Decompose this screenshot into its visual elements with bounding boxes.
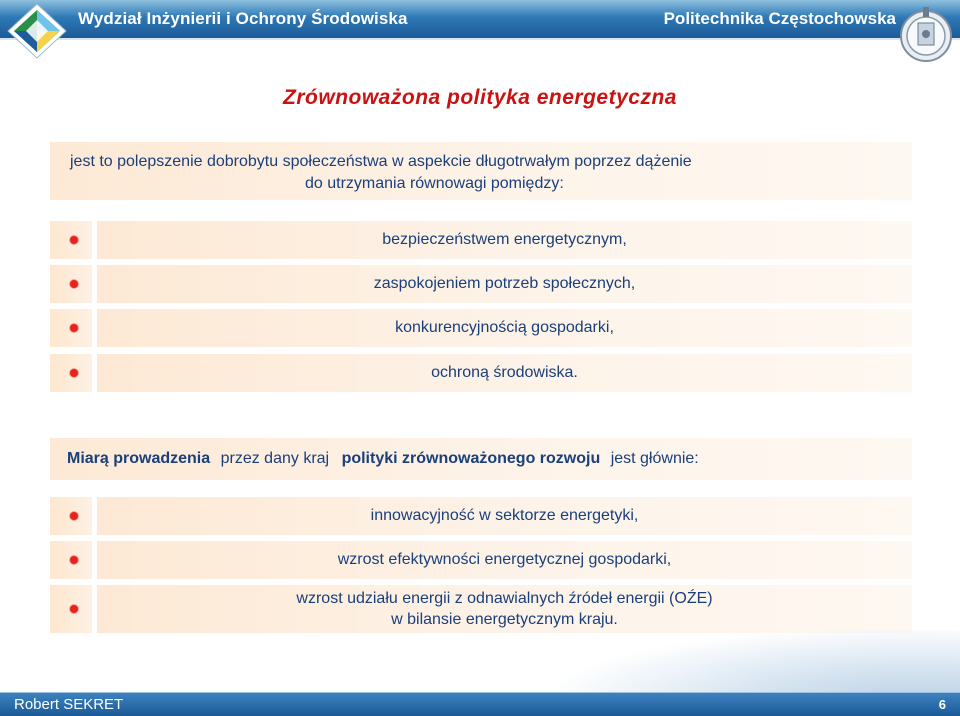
- bullet-icon: [70, 280, 78, 288]
- bullet-icon: [70, 236, 78, 244]
- measure-part-1: Miarą prowadzenia: [67, 450, 211, 467]
- list1-bullet-cell: [50, 221, 92, 259]
- bullet-icon: [70, 605, 78, 613]
- page-number: 6: [938, 697, 946, 712]
- university-name: Politechnika Częstochowska: [663, 9, 896, 28]
- list1-item: zaspokojeniem potrzeb społecznych,: [97, 265, 912, 303]
- list1-bullet-cell: [50, 309, 92, 347]
- bullet-icon: [70, 512, 78, 520]
- faculty-name: Wydział Inżynierii i Ochrony Środowiska: [78, 9, 408, 28]
- list2-item-line-2: w bilansie energetycznym kraju.: [391, 611, 618, 628]
- list2-item-line-1: wzrost udziału energii z odnawialnych źródeł energii (OŹE): [296, 590, 713, 607]
- list1-item: bezpieczeństwem energetycznym,: [97, 221, 912, 259]
- measure-part-3: polityki zrównoważonego rozwoju: [341, 450, 601, 467]
- university-crest-logo-icon: [898, 3, 954, 65]
- faculty-diamond-logo-icon: [6, 2, 68, 60]
- list1-item: konkurencyjnością gospodarki,: [97, 309, 912, 347]
- bullet-icon: [70, 324, 78, 332]
- list2-bullet-cell: [50, 585, 92, 633]
- measure-panel: [50, 438, 912, 480]
- intro-line-2: do utrzymania równowagi pomiędzy:: [305, 175, 564, 192]
- list1-item: ochroną środowiska.: [97, 354, 912, 392]
- footer-globe-decoration: [560, 630, 960, 692]
- footer-bar: [0, 692, 960, 716]
- list2-item: wzrost efektywności energetycznej gospodarki,: [97, 541, 912, 579]
- bullet-icon: [70, 556, 78, 564]
- list2-bullet-cell: [50, 541, 92, 579]
- bullet-icon: [70, 369, 78, 377]
- measure-part-4: jest głównie:: [610, 450, 699, 467]
- list2-bullet-cell: [50, 497, 92, 535]
- list2-item: innowacyjność w sektorze energetyki,: [97, 497, 912, 535]
- list1-bullet-cell: [50, 265, 92, 303]
- intro-line-1: jest to polepszenie dobrobytu społeczeństwa w aspekcie długotrwałym poprzez dążenie: [70, 153, 692, 170]
- author-name: Robert SEKRET: [14, 696, 124, 713]
- header-bar: [0, 0, 960, 40]
- list1-bullet-cell: [50, 354, 92, 392]
- list2-item: [97, 585, 912, 633]
- slide-title: Zrównoważona polityka energetyczna: [283, 86, 677, 109]
- intro-panel: [50, 142, 912, 200]
- measure-part-2: przez dany kraj: [220, 450, 330, 467]
